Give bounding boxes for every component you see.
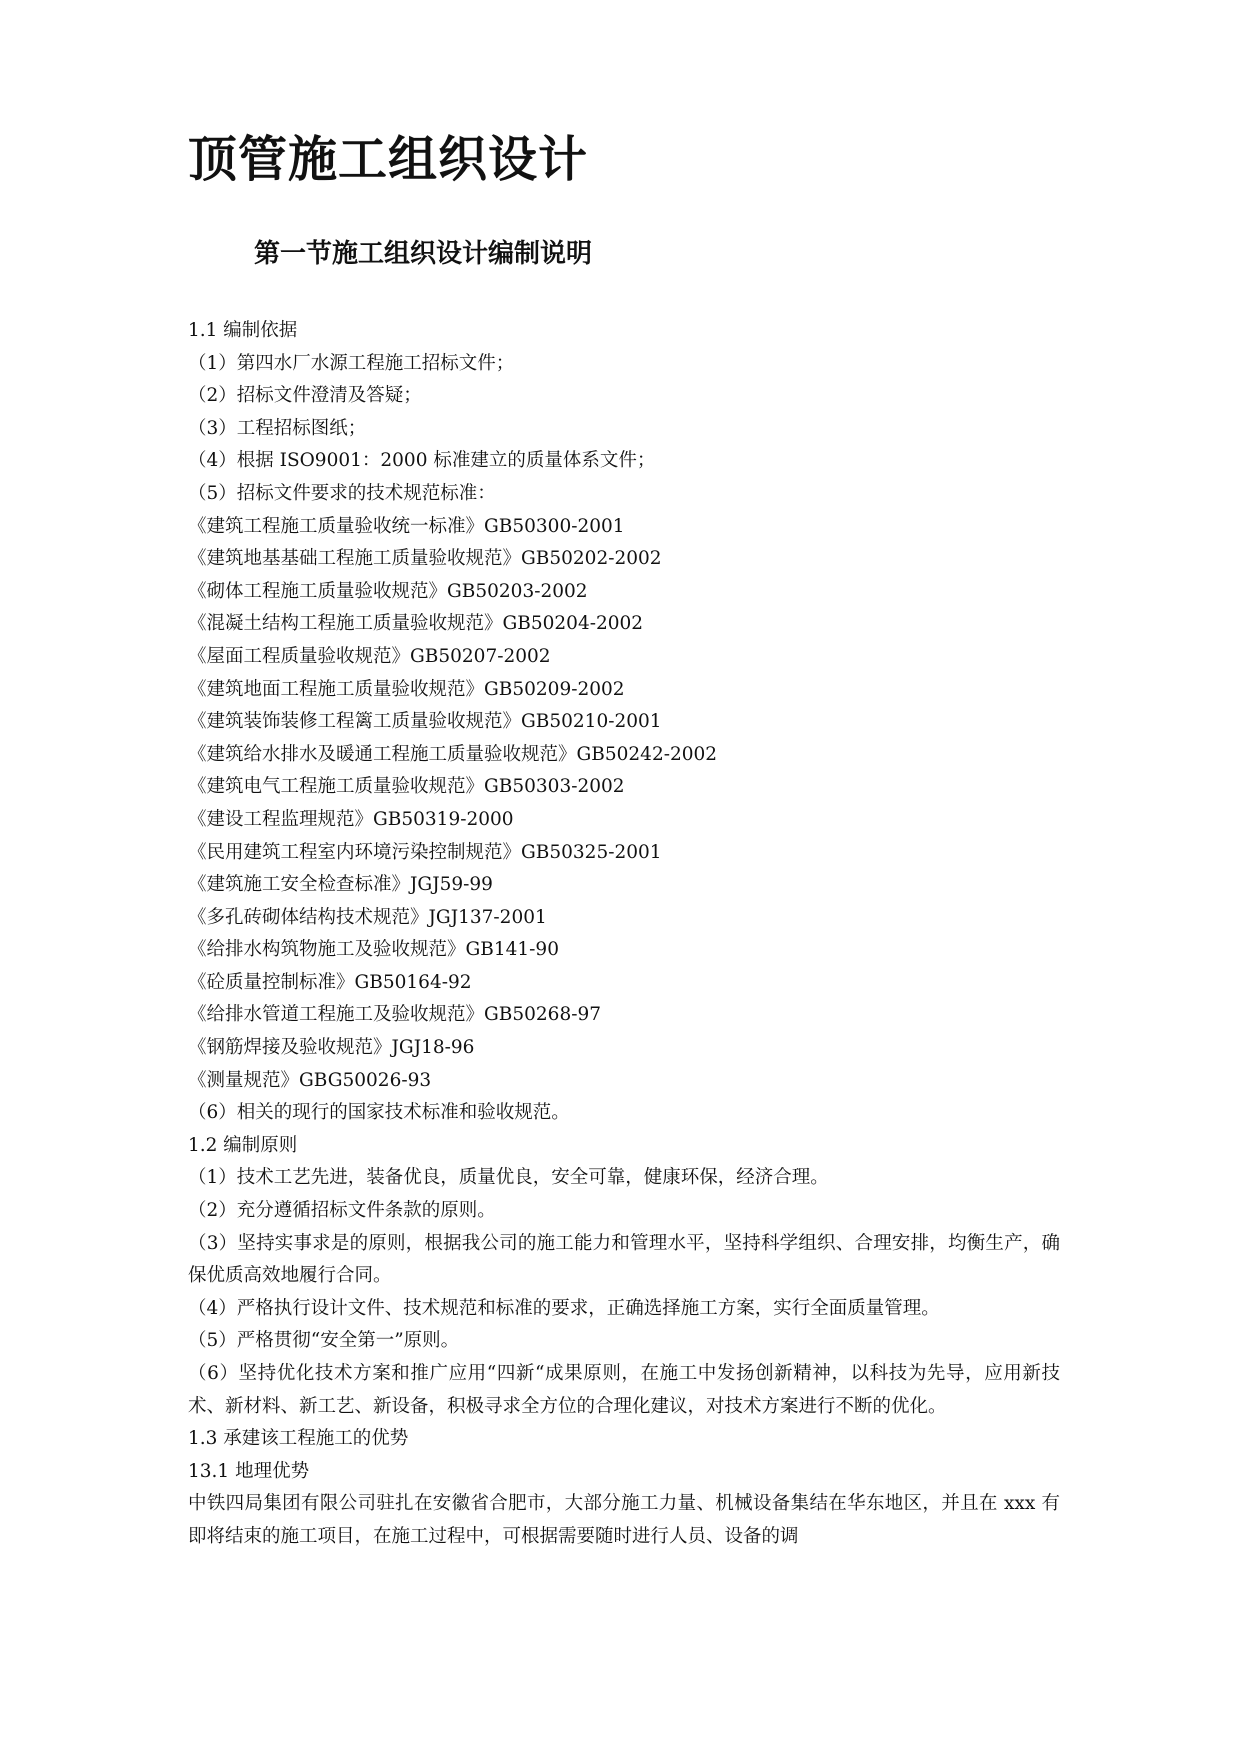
principle-item: （4）严格执行设计文件、技术规范和标准的要求，正确选择施工方案，实行全面质量管理。 (188, 1297, 940, 1319)
basis-item: （1）第四水厂水源工程施工招标文件； (188, 352, 515, 374)
principle-item: （6）坚持优化技术方案和推广应用“四新“成果原则，在施工中发扬创新精神，以科技为先导，应用新技术、新材料、新工艺、新设备，积极寻求全方位的合理化建议，对技术方案进行不断的优化。 (188, 1363, 1060, 1417)
document-body (188, 315, 1060, 1554)
standard-item: 《给排水管道工程施工及验收规范》GB50268-97 (188, 1004, 602, 1026)
document-title: 顶管施工组织设计 (188, 131, 589, 188)
standard-item: 《多孔砖砌体结构技术规范》JGJ137-2001 (188, 906, 547, 928)
advantages-subheading: 13.1 地理优势 (188, 1460, 310, 1482)
advantages-heading: 1.3 承建该工程施工的优势 (188, 1428, 409, 1450)
principle-item: （3）坚持实事求是的原则，根据我公司的施工能力和管理水平，坚持科学组织、合理安排，均衡生产，确保优质高效地履行合同。 (188, 1232, 1060, 1287)
standard-item: 《砼质量控制标准》GB50164-92 (188, 971, 472, 993)
principle-item: （2）充分遵循招标文件条款的原则。 (188, 1200, 496, 1222)
standard-item: 《建筑地面工程施工质量验收规范》GB50209-2002 (188, 678, 625, 700)
standard-item: 《建筑给水排水及暖通工程施工质量验收规范》GB50242-2002 (188, 743, 718, 765)
standard-item: 《混凝土结构工程施工质量验收规范》GB50204-2002 (188, 613, 644, 635)
standard-item: 《钢筋焊接及验收规范》JGJ18-96 (188, 1037, 475, 1059)
standard-item: 《屋面工程质量验收规范》GB50207-2002 (188, 645, 551, 667)
standard-item: 《给排水构筑物施工及验收规范》GB141-90 (188, 939, 559, 961)
standard-item: 《测量规范》GBG50026-93 (188, 1069, 432, 1091)
basis-item: （2）招标文件澄清及答疑； (188, 385, 422, 407)
basis-item: （4）根据 ISO9001：2000 标准建立的质量体系文件； (188, 450, 656, 472)
standard-item: 《建设工程监理规范》GB50319-2000 (188, 808, 514, 830)
standard-item: 《砌体工程施工质量验收规范》GB50203-2002 (188, 580, 588, 602)
standard-item: 《建筑地基基础工程施工质量验收规范》GB50202-2002 (188, 548, 662, 570)
basis-heading: 1.1 编制依据 (188, 320, 298, 341)
basis-item: （6）相关的现行的国家技术标准和验收规范。 (188, 1102, 570, 1124)
standard-item: 《建筑工程施工质量验收统一标准》GB50300-2001 (188, 515, 625, 537)
principle-item: （1）技术工艺先进，装备优良，质量优良，安全可靠，健康环保，经济合理。 (188, 1167, 829, 1189)
section-title: 第一节施工组织设计编制说明 (254, 239, 593, 269)
standard-item: 《民用建筑工程室内环境污染控制规范》GB50325-2001 (188, 841, 662, 863)
standard-item: 《建筑施工安全检查标准》JGJ59-99 (188, 874, 493, 896)
standard-item: 《建筑装饰装修工程篱工质量验收规范》GB50210-2001 (188, 711, 662, 733)
advantages-paragraph: 中铁四局集团有限公司驻扎在安徽省合肥市，大部分施工力量、机械设备集结在华东地区，并且在 xxx 有即将结束的施工项目，在施工过程中，可根据需要随时进行人员、设备的调 (188, 1493, 1060, 1547)
basis-item: （5）招标文件要求的技术规范标准： (188, 482, 496, 504)
principle-item: （5）严格贯彻“安全第一”原则。 (188, 1330, 460, 1352)
principles-heading: 1.2 编制原则 (188, 1134, 298, 1156)
standard-item: 《建筑电气工程施工质量验收规范》GB50303-2002 (188, 776, 625, 798)
basis-item: （3）工程招标图纸； (188, 417, 367, 439)
